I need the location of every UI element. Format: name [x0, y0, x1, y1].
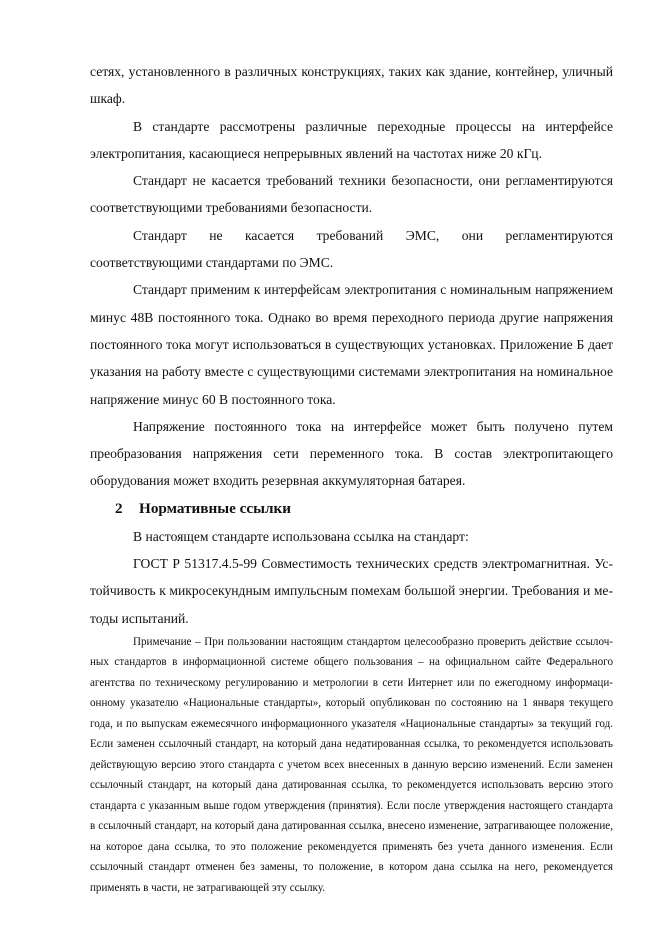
paragraph-scope-continuation: сетях, установленного в различных конструкциях, таких как здание, контейнер, уличный шкаф. [90, 64, 613, 107]
section-title: Нормативные ссылки [139, 499, 291, 517]
note-block [90, 632, 613, 899]
paragraph-dc-voltage: Напряжение постоянного тока на интерфейсе может быть получено путем преобразования напряжения сети переменного тока. В состав электропитающего оборудования может входить резервная аккумуляторная батарея. [90, 418, 613, 489]
paragraph-reference-intro: В настоящем стандарте использована ссылка на стандарт: [133, 528, 469, 544]
section-number: 2 [115, 499, 123, 517]
note-text: Примечание – При пользовании настоящим стандартом целесообразно проверить действие ссылочных стандартов в информационной системе общего пользования – на официальном сайте Федерального агентства по техническому регулированию и метрологии в сети Интернет или по ежегодному информационному указателю «Национальные стандарты», который опубликован по состоянию на 1 января текущего года, и по выпускам ежемесячного информационного указателя «Национальные стандарты» за текущий год. Если заменен ссылочный стандарт, на который дана недатированная ссылка, то рекомендуется использовать действующую версию этого стандарта с учетом всех внесенных в данную версию изменений. Если заменен ссылочный стандарт, на который дана датированная ссылка, то рекомендуется использовать версию этого стандарта с указанным выше годом утверждения (принятия). Если после утверждения настоящего стандарта в ссылочный стандарт, на который дана датированная ссылка, внесено изменение, затрагивающее положение, на которое дана ссылка, то это положение рекомендуется применять без учета данного изменения. Если ссылочный стандарт отменен без замены, то положение, в котором дана ссылка на него, рекомендуется применять в части, не затрагивающей эту ссылку. [90, 635, 613, 894]
paragraph-reference-gost: ГОСТ Р 51317.4.5-99 Совместимость технических средств электромагнитная. Устойчивость к микросекундным импульсным помехам большой энергии. Требования и методы испытаний. [90, 556, 613, 626]
section-heading [90, 495, 613, 523]
paragraph-emc: Стандарт не касается требований ЭМС, они регламентируются соответствующими стандартами по ЭМС. [90, 227, 613, 271]
paragraph-applicability: Стандарт применим к интерфейсам электропитания с номинальным напряжением минус 48В постоянного тока. Однако во время переходного периода другие напряжения постоянного тока могут использоваться в существующих установках. Приложение Б дает указания на работу вместе с существующими системами электропитания на номинальное напряжение минус 60 В постоянного тока. [90, 282, 613, 407]
paragraph-safety: Стандарт не касается требований техники безопасности, они регламентируются соответствующими требованиями безопасности. [90, 173, 613, 216]
paragraph-transients: В стандарте рассмотрены различные переходные процессы на интерфейсе электропитания, касающиеся непрерывных явлений на частотах ниже 20 кГц. [90, 118, 613, 161]
page-body [90, 58, 613, 898]
